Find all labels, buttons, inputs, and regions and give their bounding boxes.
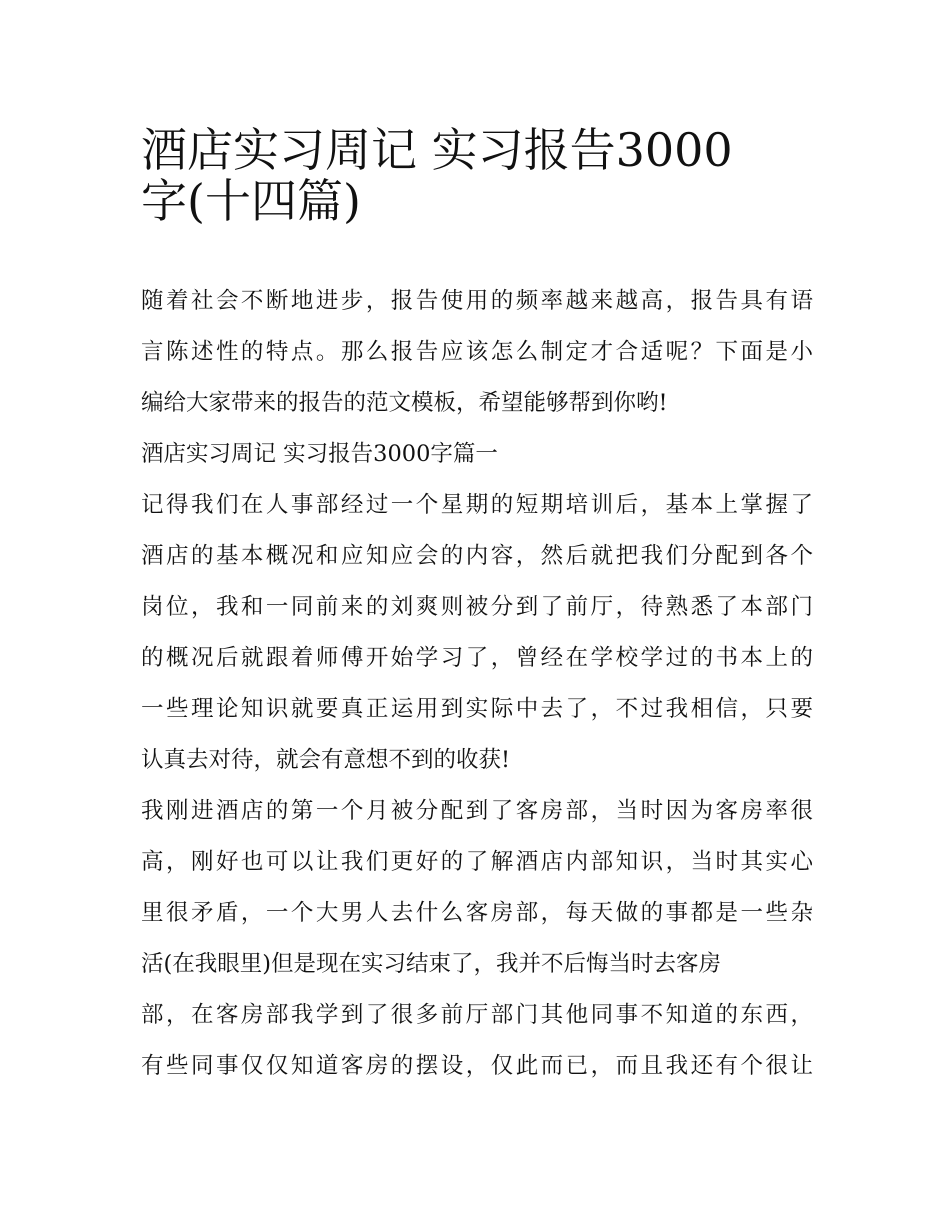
- text-line: 记得我们在人事部经过一个星期的短期培训后，基本上掌握了: [141, 492, 813, 518]
- text-line: 我刚进酒店的第一个月被分配到了客房部，当时因为客房率很: [141, 798, 813, 824]
- section-heading-text: 酒店实习周记 实习报告3000字篇一: [141, 441, 498, 467]
- title-line-1: 酒店实习周记 实习报告3000: [141, 123, 733, 177]
- text-line: 言陈述性的特点。那么报告应该怎么制定才合适呢？下面是小: [141, 339, 813, 365]
- intro-paragraph: [141, 276, 813, 429]
- document-title: [141, 112, 811, 228]
- text-line: 的概况后就跟着师傅开始学习了，曾经在学校学过的书本上的: [141, 645, 813, 671]
- body-paragraph-1: [141, 480, 813, 786]
- text-line: 里很矛盾，一个大男人去什么客房部，每天做的事都是一些杂: [141, 900, 813, 926]
- title-line-2: 字(十四篇): [141, 174, 361, 228]
- text-line: 活(在我眼里)但是现在实习结束了，我并不后悔当时去客房: [141, 951, 722, 977]
- section-heading: [141, 429, 813, 480]
- text-line: 随着社会不断地进步，报告使用的频率越来越高，报告具有语: [141, 288, 813, 314]
- text-line: 有些同事仅仅知道客房的摆设，仅此而已，而且我还有个很让: [141, 1053, 813, 1079]
- document-body: [141, 276, 813, 1092]
- text-line: 高，刚好也可以让我们更好的了解酒店内部知识，当时其实心: [141, 849, 813, 875]
- text-line: 岗位，我和一同前来的刘爽则被分到了前厅，待熟悉了本部门: [141, 594, 813, 620]
- text-line: 认真去对待，就会有意想不到的收获!: [141, 747, 511, 773]
- text-line: 一些理论知识就要真正运用到实际中去了，不过我相信，只要: [141, 696, 813, 722]
- text-line: 部，在客房部我学到了很多前厅部门其他同事不知道的东西，: [141, 1002, 813, 1028]
- text-line: 编给大家带来的报告的范文模板，希望能够帮到你哟!: [141, 390, 668, 416]
- body-paragraph-2: [141, 786, 813, 1092]
- text-line: 酒店的基本概况和应知应会的内容，然后就把我们分配到各个: [141, 543, 813, 569]
